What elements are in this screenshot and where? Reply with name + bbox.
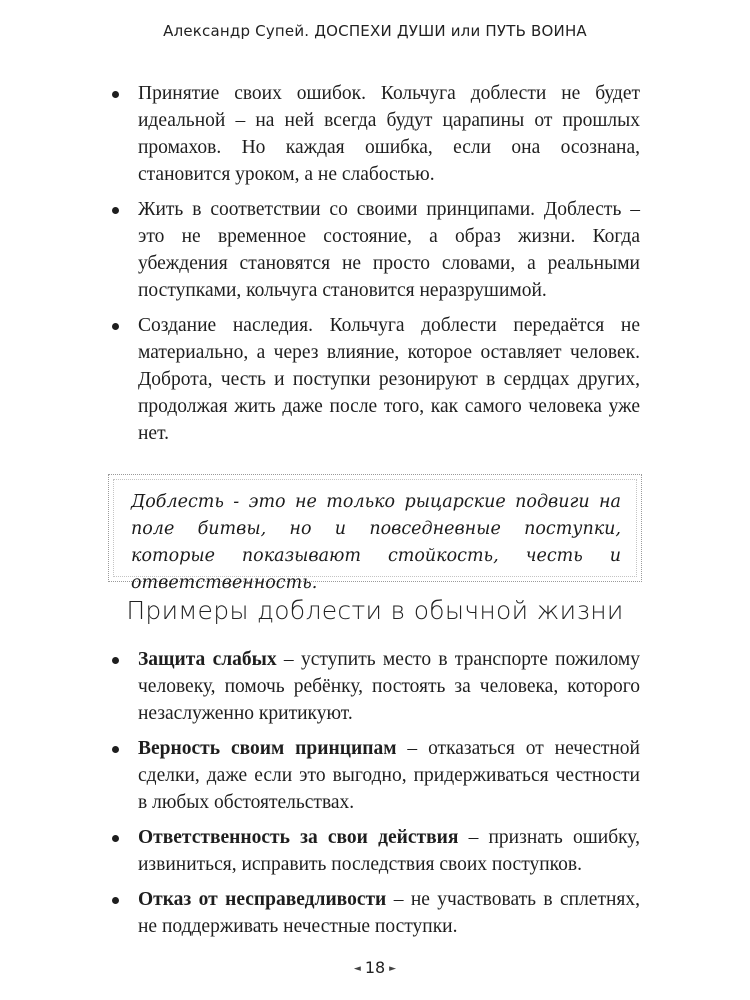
list-item — [110, 886, 640, 940]
list-item: Принятие своих ошибок. Кольчуга доблести не будет идеальной – на ней всегда будут царапины от прошлых промахов. Но каждая ошибка, если она осознана, становится уроком, а не слабостью. — [110, 80, 640, 188]
principles-list — [110, 80, 640, 455]
quote-box — [108, 474, 642, 593]
example-text: – не участвовать в сплетнях, не поддерживать нечестные поступки. — [138, 889, 641, 937]
example-term: Ответственность за свои действия — [138, 827, 459, 848]
page-number-value: 18 — [364, 958, 386, 977]
list-item: Жить в соответствии со своими принципами. Доблесть – это не временное состояние, а образ жизни. Когда убеждения становятся не просто словами, а реальными поступками, кольчуга становится неразрушимой. — [110, 196, 640, 304]
example-term: Верность своим принципам — [138, 738, 397, 759]
right-arrow-icon: ► — [389, 964, 397, 974]
example-text: – признать ошибку, извиниться, исправить последствия своих поступков. — [138, 827, 640, 875]
example-text: – уступить место в транспорте пожилому человеку, помочь ребёнку, постоять за человека, которого незаслуженно критикуют. — [138, 649, 640, 724]
list-item: Создание наследия. Кольчуга доблести передаётся не материально, а через влияние, которое оставляет человек. Доброта, честь и поступки резонируют в сердцах других, продолжая жить даже после того, как самого человека уже нет. — [110, 312, 640, 447]
example-term: Защита слабых — [138, 649, 277, 670]
running-header: Александр Супей. ДОСПЕХИ ДУШИ или ПУТЬ ВОИНА — [163, 22, 587, 40]
section-heading: Примеры доблести в обычной жизни — [126, 596, 624, 625]
list-item — [110, 735, 640, 816]
example-text: – отказаться от нечестной сделки, даже если это выгодно, придерживаться честности в любых обстоятельствах. — [138, 738, 640, 813]
quote-text: Доблесть - это не только рыцарские подвиги на поле битвы, но и повседневные поступки, которые показывают стойкость, честь и ответственность. — [131, 492, 621, 593]
example-term: Отказ от несправедливости — [138, 889, 387, 910]
list-item — [110, 646, 640, 727]
left-arrow-icon: ◄ — [353, 964, 361, 974]
examples-list — [110, 646, 640, 948]
page-number — [0, 958, 750, 977]
list-item — [110, 824, 640, 878]
